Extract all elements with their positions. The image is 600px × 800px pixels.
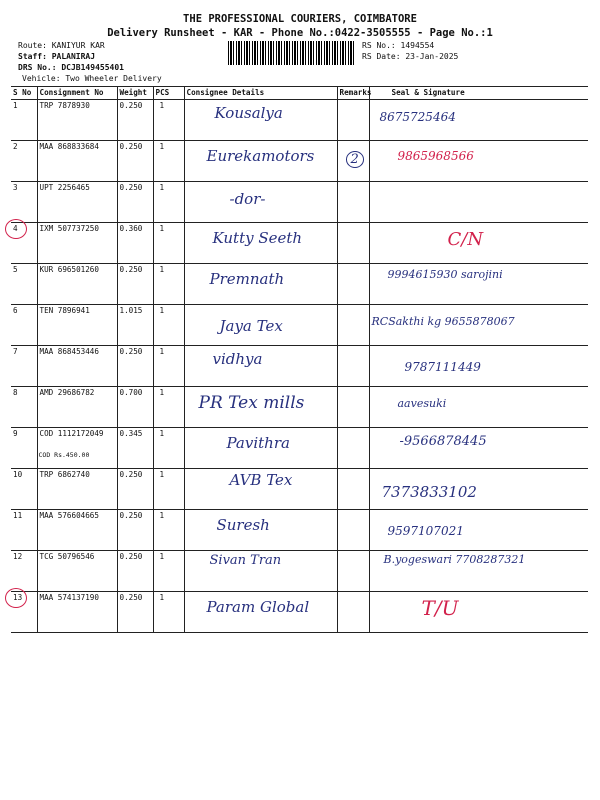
row-signature: [369, 305, 588, 346]
row-weight: 0.250: [117, 141, 153, 182]
row-sno: [11, 182, 37, 223]
signature-handwriting: -9566878445: [399, 434, 487, 449]
col-header-consignee: Consignee Details: [184, 87, 337, 100]
row-sno-text: 8: [13, 388, 18, 397]
row-sno-text: 9: [13, 429, 18, 438]
row-pcs: 1: [153, 346, 184, 387]
signature-handwriting: 9865968566: [397, 149, 474, 163]
rs-number: RS No.: 1494554: [362, 41, 435, 50]
row-sno-text: 6: [13, 306, 18, 315]
row-remarks: [337, 346, 369, 387]
table-row: [11, 182, 588, 223]
row-consignee: [184, 592, 337, 633]
row-pcs: 1: [153, 510, 184, 551]
row-weight: 1.015: [117, 305, 153, 346]
table-row: [11, 346, 588, 387]
row-pcs: 1: [153, 223, 184, 264]
col-header-remarks: Remarks: [337, 87, 369, 100]
row-weight: 0.250: [117, 510, 153, 551]
row-consignment-text: KUR 696501260: [39, 265, 99, 274]
row-remarks: [337, 428, 369, 469]
row-consignment: [37, 592, 117, 633]
row-consignment: [37, 510, 117, 551]
row-pcs: 1: [153, 141, 184, 182]
row-remarks: [337, 264, 369, 305]
row-weight: 0.700: [117, 387, 153, 428]
row-weight: 0.250: [117, 592, 153, 633]
row-sno-text: 1: [13, 101, 18, 110]
col-header-weight: Weight: [117, 87, 153, 100]
row-sno: [11, 428, 37, 469]
drs-label: DRS No.: DCJB149455401: [18, 63, 124, 72]
row-consignment: [37, 469, 117, 510]
signature-handwriting: B.yogeswari 7708287321: [383, 553, 526, 566]
row-sno-text: 2: [13, 142, 18, 151]
row-consignee: [184, 469, 337, 510]
row-sno-text: 10: [13, 470, 23, 479]
col-header-pcs: PCS: [153, 87, 184, 100]
row-consignment: [37, 305, 117, 346]
row-sno-text: 11: [13, 511, 23, 520]
row-signature: [369, 428, 588, 469]
table-row: [11, 141, 588, 182]
row-sno: [11, 592, 37, 633]
signature-handwriting: C/N: [447, 229, 484, 250]
row-sno: [11, 305, 37, 346]
rs-date: RS Date: 23-Jan-2025: [362, 52, 459, 61]
consignee-handwriting: Kutty Seeth: [212, 229, 303, 247]
consignee-handwriting: vidhya: [212, 350, 263, 368]
row-consignee: [184, 264, 337, 305]
row-weight: 0.250: [117, 346, 153, 387]
col-header-consignment: Consignment No: [37, 87, 117, 100]
route-label: Route: KANIYUR KAR: [18, 41, 105, 50]
row-weight: 0.250: [117, 264, 153, 305]
row-remarks: [337, 223, 369, 264]
row-signature: [369, 592, 588, 633]
row-pcs: 1: [153, 551, 184, 592]
table-header-row: [11, 87, 588, 100]
row-sno: [11, 387, 37, 428]
row-consignee: [184, 141, 337, 182]
remarks-handwriting: 2: [346, 151, 364, 168]
row-consignment-text: TRP 6862740: [39, 470, 90, 479]
table-row: [11, 387, 588, 428]
row-consignment-text: MAA 574137190: [39, 593, 99, 602]
row-pcs: 1: [153, 428, 184, 469]
row-remarks: [337, 551, 369, 592]
row-pcs: 1: [153, 469, 184, 510]
signature-handwriting: 9787111449: [404, 360, 481, 374]
row-consignment-text: MAA 868833684: [39, 142, 99, 151]
row-consignee: [184, 223, 337, 264]
row-sno: [11, 346, 37, 387]
row-remarks: [337, 510, 369, 551]
col-header-sno: S No: [11, 87, 37, 100]
row-consignee: [184, 100, 337, 141]
row-consignment-text: IXM 507737250: [39, 224, 99, 233]
signature-handwriting: RCSakthi kg 9655878067: [371, 315, 515, 328]
row-consignment: [37, 428, 117, 469]
runsheet-table: [11, 86, 588, 633]
row-consignment: [37, 551, 117, 592]
table-row: [11, 469, 588, 510]
row-weight: 0.250: [117, 100, 153, 141]
signature-handwriting: aavesuki: [397, 397, 447, 410]
row-consignee: [184, 305, 337, 346]
row-consignment-text: UPT 2256465: [39, 183, 90, 192]
signature-handwriting: 8675725464: [379, 110, 456, 124]
consignee-handwriting: Sivan Tran: [209, 553, 282, 568]
row-sno: [11, 141, 37, 182]
row-signature: [369, 346, 588, 387]
company-title: THE PROFESSIONAL COURIERS, COIMBATORE: [183, 13, 417, 25]
row-consignment: [37, 223, 117, 264]
row-sno-text: 3: [13, 183, 18, 192]
consignee-handwriting: PR Tex mills: [198, 393, 305, 413]
consignee-handwriting: Eurekamotors: [206, 147, 315, 165]
table-row: [11, 428, 588, 469]
row-consignment-text: AMD 29686782: [39, 388, 95, 397]
row-signature: [369, 223, 588, 264]
row-weight: 0.250: [117, 182, 153, 223]
cod-amount: COD Rs.450.00: [38, 451, 90, 459]
row-pcs: 1: [153, 100, 184, 141]
red-circle-mark: [5, 219, 27, 239]
row-sno: [11, 264, 37, 305]
row-signature: [369, 141, 588, 182]
row-sno: [11, 100, 37, 141]
row-consignment: [37, 264, 117, 305]
vehicle-label: Vehicle: Two Wheeler Delivery: [22, 74, 162, 83]
row-consignment-text: MAA 868453446: [39, 347, 99, 356]
row-signature: [369, 551, 588, 592]
consignee-handwriting: Suresh: [216, 516, 270, 534]
row-weight: 0.360: [117, 223, 153, 264]
row-signature: [369, 510, 588, 551]
row-weight: 0.250: [117, 469, 153, 510]
row-remarks: [337, 592, 369, 633]
row-signature: [369, 100, 588, 141]
row-sno-text: 5: [13, 265, 18, 274]
row-remarks: [337, 141, 369, 182]
barcode-image: [228, 41, 356, 65]
consignee-handwriting: Param Global: [206, 598, 310, 616]
row-sno: [11, 551, 37, 592]
row-sno-text: 13: [13, 593, 23, 602]
row-consignment-text: MAA 576604665: [39, 511, 99, 520]
row-consignee: [184, 387, 337, 428]
runsheet-subtitle: Delivery Runsheet - KAR - Phone No.:0422-3505555 - Page No.:1: [107, 27, 493, 39]
table-row: [11, 510, 588, 551]
row-consignee: [184, 428, 337, 469]
row-weight: 0.250: [117, 551, 153, 592]
row-sno-text: 12: [13, 552, 23, 561]
row-remarks: [337, 305, 369, 346]
signature-handwriting: 7373833102: [381, 483, 477, 501]
consignee-handwriting: AVB Tex: [229, 471, 293, 489]
signature-handwriting: 9994615930 sarojini: [387, 268, 503, 281]
row-consignee: [184, 346, 337, 387]
consignee-handwriting: -dor-: [229, 190, 266, 208]
row-sno: [11, 223, 37, 264]
row-consignment-text: TRP 7878930: [39, 101, 90, 110]
row-consignment: [37, 182, 117, 223]
row-consignee: [184, 551, 337, 592]
row-pcs: 1: [153, 305, 184, 346]
row-signature: [369, 387, 588, 428]
row-signature: [369, 264, 588, 305]
row-remarks: [337, 182, 369, 223]
table-row: [11, 551, 588, 592]
table-row: [11, 223, 588, 264]
row-consignment: [37, 141, 117, 182]
table-row: [11, 305, 588, 346]
signature-handwriting: 9597107021: [387, 524, 464, 538]
signature-handwriting: T/U: [421, 596, 459, 620]
row-sno-text: 7: [13, 347, 18, 356]
consignee-handwriting: Kousalya: [214, 104, 283, 122]
staff-label: Staff: PALANIRAJ: [18, 52, 96, 61]
row-consignment: [37, 387, 117, 428]
consignee-handwriting: Pavithra: [226, 434, 290, 452]
row-consignee: [184, 510, 337, 551]
row-pcs: 1: [153, 387, 184, 428]
row-pcs: 1: [153, 592, 184, 633]
table-row: [11, 592, 588, 633]
row-consignment: [37, 346, 117, 387]
row-consignment-text: TCG 50796546: [39, 552, 95, 561]
row-remarks: [337, 387, 369, 428]
row-sno-text: 4: [13, 224, 18, 233]
row-remarks: [337, 100, 369, 141]
row-consignment: [37, 100, 117, 141]
row-consignment-text: COD 1112172049: [39, 429, 104, 438]
row-remarks: [337, 469, 369, 510]
table-row: [11, 264, 588, 305]
row-weight: 0.345: [117, 428, 153, 469]
consignee-handwriting: Premnath: [209, 270, 285, 288]
row-pcs: 1: [153, 264, 184, 305]
row-consignee: [184, 182, 337, 223]
row-sno: [11, 510, 37, 551]
consignee-handwriting: Jaya Tex: [219, 317, 283, 335]
red-circle-mark: [5, 588, 27, 608]
col-header-signature: Seal & Signature: [369, 87, 588, 100]
table-row: [11, 100, 588, 141]
row-signature: [369, 182, 588, 223]
row-pcs: 1: [153, 182, 184, 223]
row-consignment-text: TEN 7896941: [39, 306, 90, 315]
row-sno: [11, 469, 37, 510]
row-signature: [369, 469, 588, 510]
